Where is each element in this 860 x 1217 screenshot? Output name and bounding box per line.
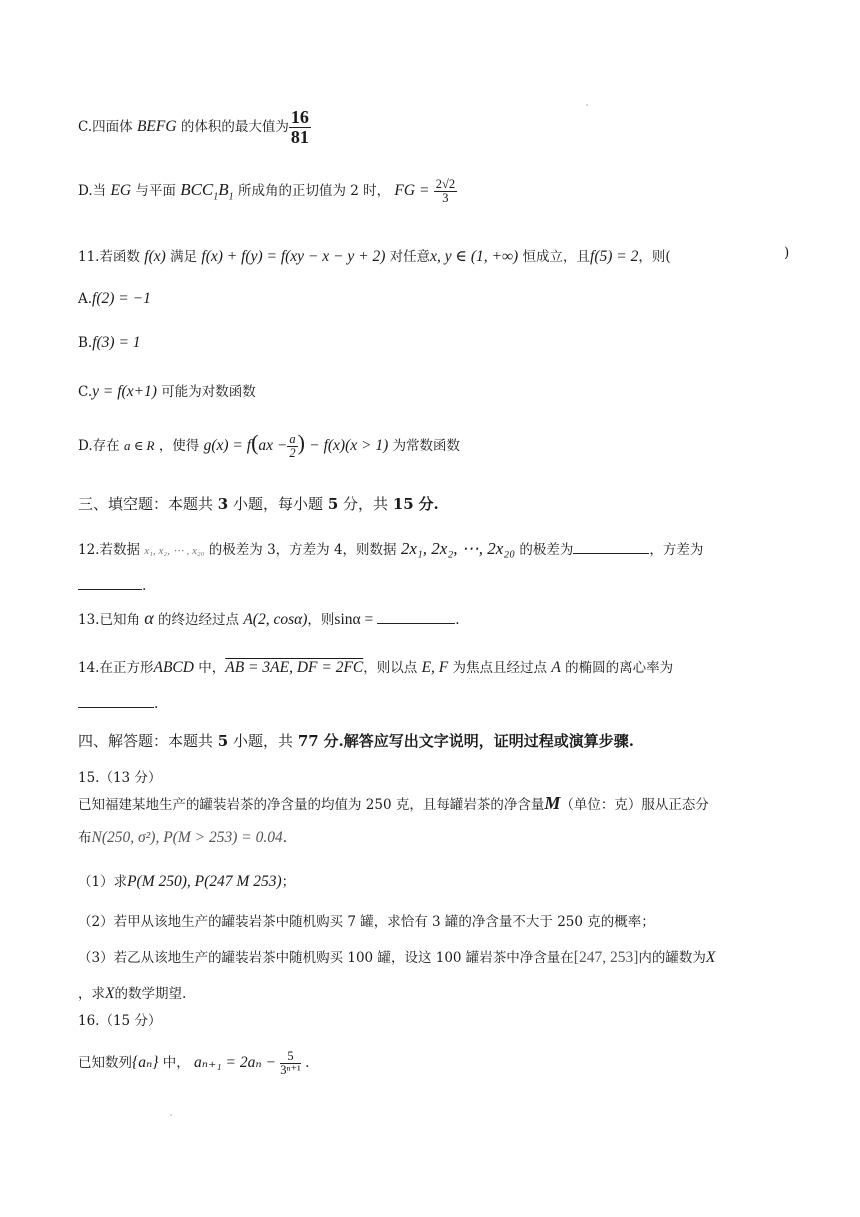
answer-blank [377,610,455,624]
plane-name: $BCC_1B_1$ [180,180,234,203]
fraction-2root2-3: $\frac{2√2}{3}$ [435,177,456,206]
fraction-16-81: $\frac{16}{81}$ [290,107,309,147]
q15-line1: 已知福建某地生产的罐装岩茶的净含量的均值为 250 克，且每罐岩茶的净含量M（单位：克）服从正态分 [78,793,709,813]
q15-part3: （3）若乙从该地生产的罐装岩茶中随机购买 100 罐，设这 100 罐岩茶中净含量在[247, 253]内的罐数为X [78,949,716,966]
q11-option-b: B.f(3) = 1 [78,334,141,351]
scan-speck [586,104,588,106]
section-3-heading: 三、填空题：本题共 3 小题，每小题 5 分，共 15 分. [78,495,439,513]
q14-stem: 14.在正方形ABCD 中，AB = 3AE, DF = 2FC，则以点 E, F 为焦点且经过点 A 的椭圆的离心率为 [78,659,674,676]
q15-part2: （2）若甲从该地生产的罐装岩茶中随机购买 7 罐，求恰有 3 罐的净含量不大于 250 克的概率； [78,914,655,930]
q15-line2: 布N(250, σ²), P(M > 253) = 0.04. [78,829,287,846]
q11-stem: 11.若函数 f(x) 满足 f(x) + f(y) = f(xy − x − y + 2) 对任意x, y ∈ (1, +∞) 恒成立，且f(5) = 2，则( ) [78,245,790,265]
fraction-5-3n1: $\frac{5}{\text{3ⁿ⁺¹}}$ [280,1049,301,1078]
scan-speck [170,1114,172,1116]
q11-option-c: C.y = f(x+1) 可能为对数函数 [78,383,256,400]
q15-part3-cont: ，求X的数学期望. [78,985,187,1002]
q11-option-a: A.f(2) = −1 [78,290,151,307]
answer-blank [573,540,649,554]
solid-name: BEFG [136,117,177,135]
q14-continuation: . [78,694,158,712]
q16-stem: 已知数列{aₙ} 中， aₙ₊₁ = 2aₙ − $\frac{5}{\text{3ⁿ⁺¹}}$ . [78,1049,310,1078]
section-4-heading: 四、解答题：本题共 5 小题，共 77 分.解答应写出文字说明，证明过程或演算步骤. [78,732,634,750]
q16-header: 16.（15 分） [78,1013,162,1029]
q10-option-d: D.当 EG 与平面 $BCC_1B_1$ 所成角的正切值为 2 时， FG = $\frac{2√2}{3}$ [78,177,456,206]
fraction-a-2: $\frac{a}{2}$ [289,431,296,460]
q15-header: 15.（13 分） [78,770,162,786]
q10-option-c: C.四面体 BEFG 的体积的最大值为 $\frac{16}{81}$ [78,107,309,147]
q11-option-d: D.存在 a ∈ R ，使得 g(x) = f(ax − $\frac{a}{2}$ ) − f(x)(x > 1) 为常数函数 [78,430,461,460]
q15-part1: （1）求P(M 250), P(247 M 253)； [78,873,296,890]
functional-equation: f(x) + f(y) = f(xy − x − y + 2) [201,248,386,265]
q13-stem: 13.已知角 α 的终边经过点 A(2, cosα)，则sinα = . [78,608,460,628]
q12-stem: 12.若数据 x₁, x₂, ⋯ , x₂₀ 的极差为 3，方差为 4，则数据 2x₁, 2x₂, ⋯, 2x₂₀ 的极差为 ，方差为 [78,539,704,558]
q12-continuation: . [78,576,146,594]
answer-blank [78,694,154,708]
answer-blank [78,576,142,590]
